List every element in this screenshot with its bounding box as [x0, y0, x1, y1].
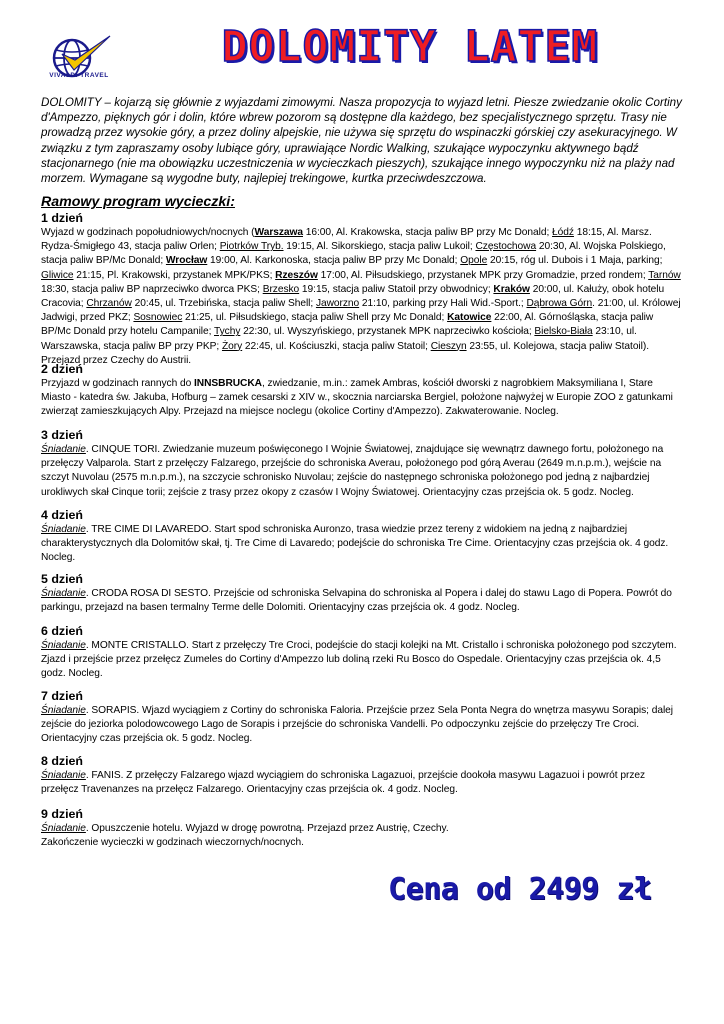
day-title: 1 dzień: [41, 211, 83, 225]
city-wroclaw: Wrocław: [165, 255, 208, 267]
city-rzeszow: Rzeszów: [275, 269, 318, 281]
day-title: 8 dzień: [41, 754, 83, 768]
page-title: DOLOMITY LATEM: [221, 22, 599, 72]
day-title: 3 dzień: [41, 428, 83, 442]
city-brzesko: Brzesko: [262, 283, 300, 295]
city-jaworzno: Jaworzno: [315, 298, 360, 310]
city-dabrowa: Dąbrowa Górn: [526, 298, 593, 310]
day-title: 4 dzień: [41, 508, 83, 522]
program-heading: Ramowy program wycieczki:: [41, 194, 235, 210]
day-5-section: [41, 572, 684, 615]
city-gliwice: Gliwice: [41, 269, 74, 281]
day-title: 2 dzień: [41, 362, 83, 376]
day-9-section: [41, 807, 684, 850]
city-bielsko: Bielsko-Biała: [534, 326, 593, 338]
day-4-text: Śniadanie. TRE CIME DI LAVAREDO. Start spod schroniska Auronzo, trasa wiedzie przez tereny z widokiem na jedną z najbardziej charakterystycznych dla Dolomitów skał, tj. Tre Cime di Lavaredo; podejście do schroniska Tre Cime. Orientacyjny czas przejścia ok. 4 godz. Nocleg.: [41, 524, 669, 564]
city-czestochowa: Częstochowa: [475, 241, 537, 253]
day-9-text: Śniadanie. Opuszczenie hotelu. Wyjazd w drogę powrotną. Przejazd przez Austrię, Czechy. Zakończenie wycieczki w godzinach wieczornych/nocnych.: [41, 823, 449, 849]
city-chrzanow: Chrzanów: [86, 298, 132, 310]
city-tarnow: Tarnów: [648, 269, 681, 281]
day-1-text: Wyjazd w godzinach popołudniowych/nocnych (Warszawa 16:00, Al. Krakowska, stacja paliw BP przy Mc Donald; Łódź 18:15, Al. Marsz. Rydza-Śmigłego 43, stacja paliw Orlen; Piotrków Tryb. 19:15, Al. Sikorskiego, stacja paliw Lukoil; Częstochowa 20:30, Al. Wojska Polskiego, stacja paliw BP/Mc Donald; Wrocław 19:00, Al. Karkonoska, stacja paliw BP przy Mc Donald; Opole 20:15, róg ul. Dubois i 1 Maja, parking; Gliwice 21:15, Pl. Krakowski, przystanek MPK/PKS; Rzeszów 17:00, Al. Piłsudskiego, przystanek MPK przy Gromadzie, przed rondem; Tarnów 18:30, stacja paliw BP naprzeciwko dworca PKS; Brzesko 19:15, stacja paliw Statoil przy obwodnicy; Kraków 20:00, ul. Kałuży, obok hotelu Cracovia; Chrzanów 20:45, ul. Trzebińska, stacja paliw Shell; Jaworzno 21:10, parking przy Hali Wid.-Sport.; Dąbrowa Górn. 21:00, ul. Królowej Jadwigi, przed PKZ; Sosnowiec 21:25, ul. Piłsudskiego, stacja paliw Shell przy Mc Donald; Katowice 22:00, Al. Górnośląska, stacja paliw BP/Mc Donald przy hotelu Campanile; Tychy 22:30, ul. Wyszyńskiego, przystanek MPK naprzeciwko kościoła; Bielsko-Biała 23:10, ul. Warszawska, stacja paliw BP przy PKP; Żory 22:45, ul. Kościuszki, stacja paliw Statoil; Cieszyn 23:55, ul. Kolejowa, stacja paliw Statoil). Przejazd przez Czechy do Austrii.: [41, 227, 681, 366]
city-tychy: Tychy: [214, 326, 241, 338]
day-title: 7 dzień: [41, 689, 83, 703]
intro-paragraph: DOLOMITY – kojarzą się głównie z wyjazdami zimowymi. Nasza propozycja to wyjazd letni. Piesze zwiedzanie okolic Cortiny d'Ampezzo, pięknych gór i dolin, które wbrew pozorom są dostępne dla każdego, bez specjalistycznego sprzętu. Trasy nie prowadzą przez wysokie góry, a przez doliny alpejskie, nie używa się sprzętu do wspinaczki górskiej czy asekuracyjnego. W związku z tym zapraszamy osoby lubiące góry, uprawiające Nordic Walking, szukające wypoczynku aktywnego bądź stacjonarnego (nie ma obowiązku uczestniczenia w wycieczkach pieszych), szukające innego wypoczynku niż na plaży nad morzem. Wymagane są wygodne buty, najlepiej trekingowe, kurtka przeciwdeszczowa.: [41, 96, 682, 186]
city-zory: Żory: [221, 340, 243, 352]
day-7-text: Śniadanie. SORAPIS. Wjazd wyciągiem z Cortiny do schroniska Faloria. Przejście przez Sela Ponta Negra do wnętrza masywu Sorapis; dalej zejście do jeziorka polodowcowego Lago de Sorapis i przejście do schroniska Vandelli. Po odpoczynku zejście do przełęczy Tre Croci. Orientacyjny czas przejścia ok. 5 godz. Nocleg.: [41, 705, 674, 745]
day-title: 5 dzień: [41, 572, 83, 586]
city-cieszyn: Cieszyn: [430, 340, 467, 352]
city-piotrkow: Piotrków Tryb.: [219, 241, 284, 253]
day-2-section: [41, 362, 684, 420]
city-lodz: Łódź: [552, 227, 574, 238]
price-label: Cena od 2499 zł: [388, 872, 652, 907]
day-title: 6 dzień: [41, 624, 83, 638]
day-2-text: Przyjazd w godzinach rannych do INNSBRUCKA, zwiedzanie, m.in.: zamek Ambras, kościół dworski z nagrobkiem Maksymiliana I, Stare Miasto - katedra św. Jakuba, Hofburg – zamek cesarski z XIV w., skocznia narciarska Bergiel, położone najwyżej w Europie ZOO z gatunkami zwierząt zamieszkujących Alpy. Przejazd na miejsce noclegu (okolice Cortiny d'Ampezzo). Zakwaterowanie. Nocleg.: [41, 378, 673, 418]
logo-brand-text: VIVALDI TRAVEL: [49, 72, 109, 79]
day-5-text: Śniadanie. CRODA ROSA DI SESTO. Przejście od schroniska Selvapina do schroniska al Popera i dalej do stawu Lago di Popera. Powrót do parkingu, przejazd na basen termalny Terme delle Dolomiti. Orientacyjny czas przejścia ok. 4 godz. Nocleg.: [41, 588, 672, 614]
day-6-text: Śniadanie. MONTE CRISTALLO. Start z przełęczy Tre Croci, podejście do stacji kolejki na Mt. Cristallo i schroniska położonego pod szczytem. Zjazd i przejście przez przełęcz Zumeles do Cortiny d'Ampezzo lub doliną rzeki Ru Bosco do Ospedale. Orientacyjny czas przejścia ok. 4,5 godz. Nocleg.: [41, 640, 677, 680]
day-7-section: [41, 689, 684, 747]
day-3-text: Śniadanie. CINQUE TORI. Zwiedzanie muzeum poświęconego I Wojnie Światowej, znajdujące się wewnątrz dawnego fortu, położonego na przełęczy Valparola. Start z przełęczy Falzarego, przejście do schroniska Averau, położonego pod górą Averau (2649 m.n.p.m.), wejście na szczyt Nuvolau (2575 m.n.p.m.), na szczycie schronisko Nuvolau; zejście do następnego schroniska położonego pod jedną z najbardziej urokliwych skał Cinque torii; zejście z trasy przez okopy z czasów I Wojny Światowej. Orientacyjny czas przejścia ok. 5 godz. Nocleg.: [41, 444, 664, 498]
day-3-section: [41, 428, 684, 500]
day-1-section: [41, 211, 684, 368]
day-8-section: [41, 754, 684, 797]
city-katowice: Katowice: [447, 312, 492, 324]
day-4-section: [41, 508, 684, 566]
city-opole: Opole: [460, 255, 488, 267]
city-warszawa: Warszawa: [254, 227, 303, 238]
day-8-text: Śniadanie. FANIS. Z przełęczy Falzarego wjazd wyciągiem do schroniska Lagazuoi, przejście dookoła masywu Lagazuoi i powrót przez przełęcz Travenanzes na przełęcz Falzarego. Orientacyjny czas przejścia ok. 4 godz. Nocleg.: [41, 770, 646, 796]
day-title: 9 dzień: [41, 807, 83, 821]
day-6-section: [41, 624, 684, 682]
city-sosnowiec: Sosnowiec: [133, 312, 183, 324]
city-krakow: Kraków: [493, 283, 530, 295]
